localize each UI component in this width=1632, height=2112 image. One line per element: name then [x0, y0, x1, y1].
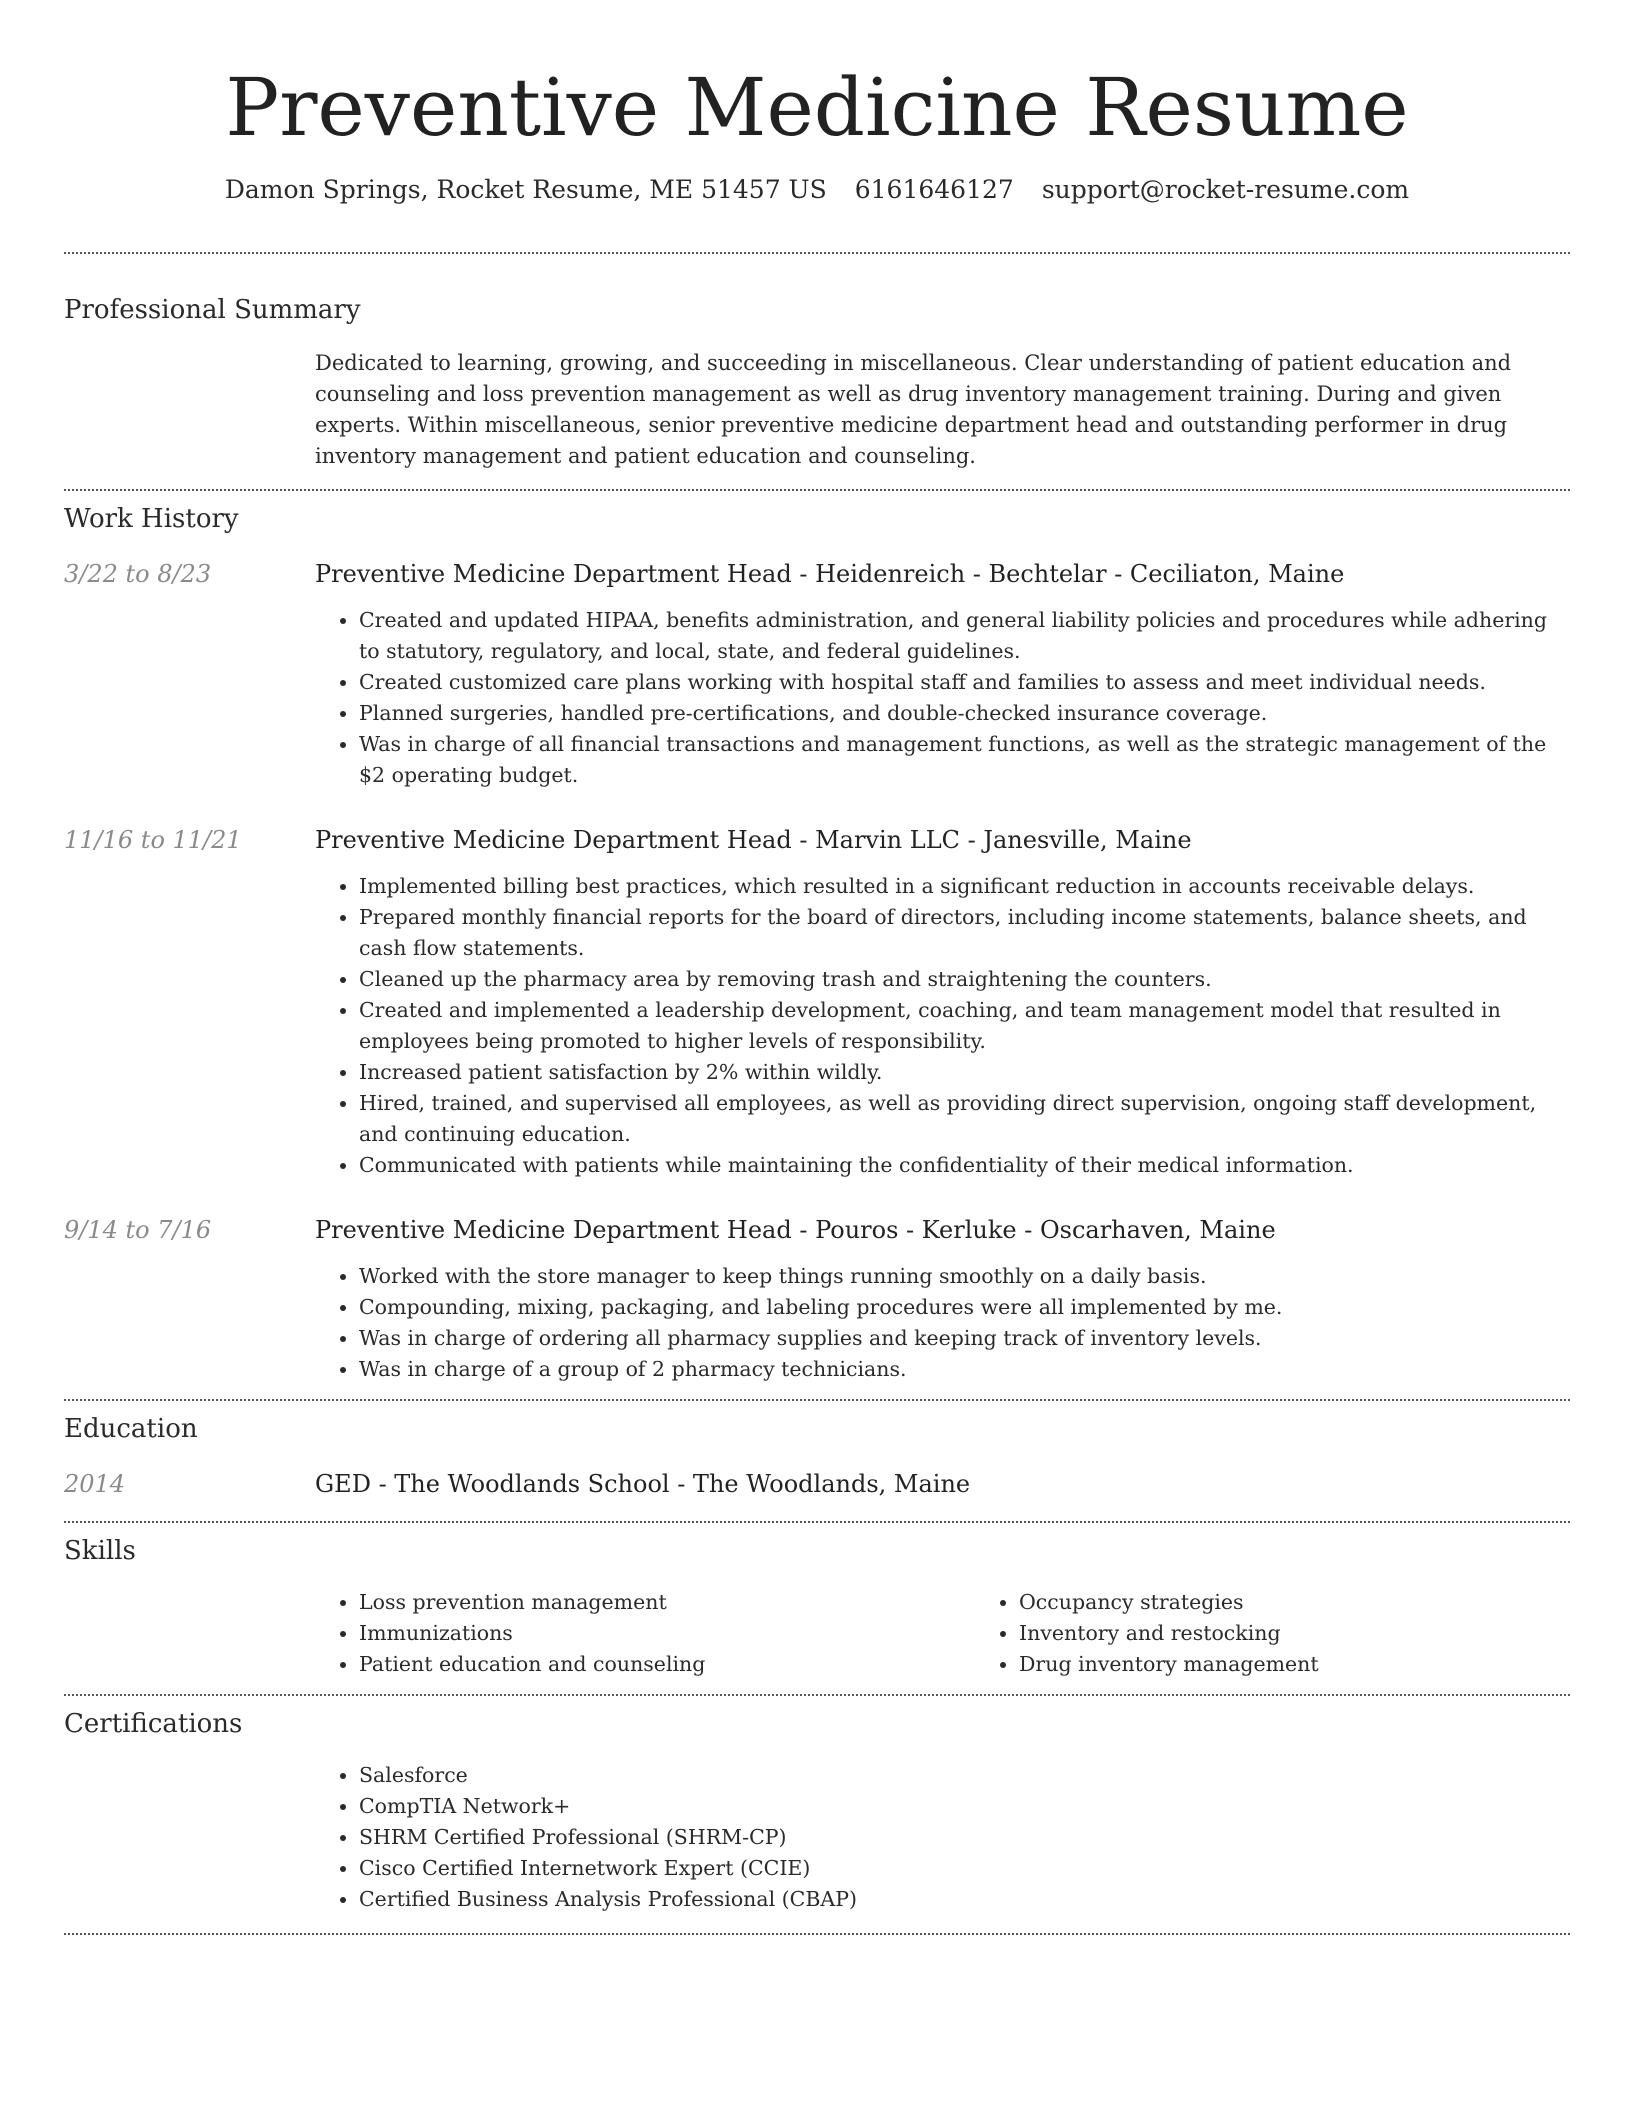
section-title-work-history: Work History — [64, 504, 239, 534]
divider — [64, 252, 1570, 254]
page-title: Preventive Medicine Resume — [225, 61, 1409, 154]
education-entry — [64, 1467, 1570, 1501]
section-title-certifications: Certifications — [64, 1709, 243, 1739]
list-item: • Drug inventory management — [1019, 1649, 1632, 1680]
job-bullets — [315, 1261, 1570, 1385]
list-item: • Was in charge of ordering all pharmacy supplies and keeping track of inventory levels. — [359, 1323, 1570, 1354]
skills-list-right — [975, 1587, 1632, 1680]
list-item: • Patient education and counseling — [359, 1649, 975, 1680]
job-entry — [64, 823, 1570, 1181]
job-bullets — [315, 605, 1570, 791]
list-item: • Loss prevention management — [359, 1587, 975, 1618]
list-item: • Prepared monthly financial reports for the board of directors, including income statements, balance sheets, and cash flow statements. — [359, 902, 1570, 964]
divider — [64, 1399, 1570, 1401]
divider — [64, 1933, 1570, 1935]
list-item: • Was in charge of all financial transactions and management functions, as well as the strategic management of the $2 operating budget. — [359, 729, 1570, 791]
list-item: • Increased patient satisfaction by 2% within wildly. — [359, 1057, 1570, 1088]
list-item: • CompTIA Network+ — [359, 1791, 1570, 1822]
job-entry — [64, 557, 1570, 791]
job-dates: 11/16 to 11/21 — [64, 826, 242, 854]
skills-list-left — [315, 1587, 975, 1680]
list-item: • Planned surgeries, handled pre-certifications, and double-checked insurance coverage. — [359, 698, 1570, 729]
job-dates: 3/22 to 8/23 — [64, 560, 212, 588]
list-item: • Compounding, mixing, packaging, and labeling procedures were all implemented by me. — [359, 1292, 1570, 1323]
list-item: • SHRM Certified Professional (SHRM-CP) — [359, 1822, 1570, 1853]
job-dates: 9/14 to 7/16 — [64, 1216, 212, 1244]
job-bullets — [315, 871, 1570, 1181]
job-title: Preventive Medicine Department Head - Pouros - Kerluke - Oscarhaven, Maine — [315, 1216, 1276, 1244]
list-item: • Created and implemented a leadership development, coaching, and team management model that resulted in employees being promoted to higher levels of responsibility. — [359, 995, 1570, 1057]
list-item: • Immunizations — [359, 1618, 975, 1649]
section-title-summary: Professional Summary — [64, 295, 361, 325]
divider — [64, 489, 1570, 491]
list-item: • Occupancy strategies — [1019, 1587, 1632, 1618]
list-item: • Inventory and restocking — [1019, 1618, 1632, 1649]
contact-line — [64, 170, 1570, 210]
list-item: • Communicated with patients while maintaining the confidentiality of their medical information. — [359, 1150, 1570, 1181]
contact-address: Damon Springs, Rocket Resume, ME 51457 US — [224, 175, 827, 204]
list-item: • Created and updated HIPAA, benefits administration, and general liability policies and procedures while adhering to statutory, regulatory, and local, state, and federal guidelines. — [359, 605, 1570, 667]
section-title-skills: Skills — [64, 1536, 136, 1566]
list-item: • Created customized care plans working with hospital staff and families to assess and meet individual needs. — [359, 667, 1570, 698]
list-item: • Worked with the store manager to keep things running smoothly on a daily basis. — [359, 1261, 1570, 1292]
education-detail: GED - The Woodlands School - The Woodlands, Maine — [315, 1470, 971, 1498]
certifications-list — [315, 1760, 1570, 1915]
list-item: • Implemented billing best practices, which resulted in a significant reduction in accounts receivable delays. — [359, 871, 1570, 902]
education-year: 2014 — [64, 1470, 126, 1498]
summary-text: Dedicated to learning, growing, and succeeding in miscellaneous. Clear understanding of patient education and counseling and loss prevention management as well as drug inventory management training. During and given experts. Within miscellaneous, senior preventive medicine department head and outstanding performer in drug inventory management and patient education and counseling. — [315, 351, 1512, 468]
job-title: Preventive Medicine Department Head - Heidenreich - Bechtelar - Ceciliaton, Maine — [315, 560, 1345, 588]
job-title: Preventive Medicine Department Head - Marvin LLC - Janesville, Maine — [315, 826, 1192, 854]
list-item: • Certified Business Analysis Professional (CBAP) — [359, 1884, 1570, 1915]
resume-page — [64, 0, 1570, 1935]
contact-email: support@rocket-resume.com — [1041, 175, 1410, 204]
list-item: • Was in charge of a group of 2 pharmacy technicians. — [359, 1354, 1570, 1385]
divider — [64, 1694, 1570, 1696]
job-entry — [64, 1213, 1570, 1385]
list-item: • Cisco Certified Internetwork Expert (CCIE) — [359, 1853, 1570, 1884]
list-item: • Hired, trained, and supervised all employees, as well as providing direct supervision, ongoing staff development, and continuing education. — [359, 1088, 1570, 1150]
section-title-education: Education — [64, 1414, 198, 1444]
contact-phone: 6161646127 — [854, 175, 1014, 204]
list-item: • Cleaned up the pharmacy area by removing trash and straightening the counters. — [359, 964, 1570, 995]
list-item: • Salesforce — [359, 1760, 1570, 1791]
divider — [64, 1521, 1570, 1523]
